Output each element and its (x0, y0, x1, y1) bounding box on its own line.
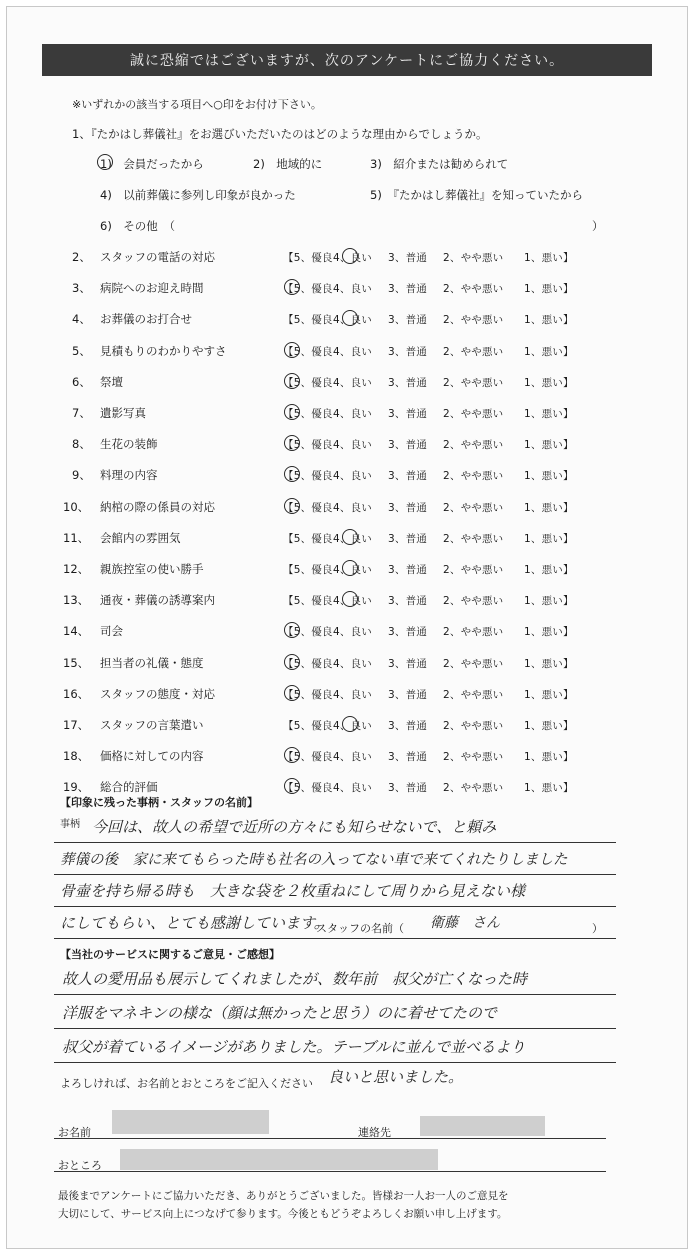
question-label: 担当者の礼儀・態度 (100, 656, 204, 670)
rating-option: 【5、優良 (283, 595, 333, 607)
rating-option: 3、普通 (388, 533, 427, 545)
answer-circle (284, 404, 300, 420)
rating-option: 3、普通 (388, 470, 427, 482)
rating-option: 【5、優良 (283, 470, 333, 482)
line (54, 874, 616, 875)
opinion-line-1: 故人の愛用品も展示してくれましたが、数年前 叔父が亡くなった時 (62, 970, 528, 988)
line (54, 842, 616, 843)
question-number: 17、 (63, 718, 90, 732)
rating-option: 【5、優良 (283, 689, 333, 701)
rating-option: 2、やや悪い (443, 346, 504, 358)
rating-option: 4、良い (333, 252, 372, 264)
rating-option: 3、普通 (388, 439, 427, 451)
rating-option: 4、良い (333, 782, 372, 794)
rating-option: 2、やや悪い (443, 564, 504, 576)
rating-option: 1、悪い】 (524, 533, 574, 545)
opinion-line-4: 良いと思いました。 (328, 1068, 464, 1086)
redacted-address (120, 1149, 438, 1170)
rating-option: 【5、優良 (283, 720, 333, 732)
rating-option: 【5、優良 (283, 377, 333, 389)
rating-option: 3、普通 (388, 346, 427, 358)
rating-option: 4、良い (333, 502, 372, 514)
rating-option: 3、普通 (388, 564, 427, 576)
rating-option: 2、やや悪い (443, 470, 504, 482)
rating-option: 1、悪い】 (524, 283, 574, 295)
opinion-line-3: 叔父が着ているイメージがありました。テーブルに並んで並べるより (62, 1038, 526, 1056)
rating-option: 4、良い (333, 626, 372, 638)
rating-option: 4、良い (333, 720, 372, 732)
rating-option: 1、悪い】 (524, 751, 574, 763)
impression-line-1: 今回は、故人の希望で近所の方々にも知らせないで、と頼み (92, 818, 497, 836)
answer-circle (284, 622, 300, 638)
rating-option: 1、悪い】 (524, 377, 574, 389)
answer-circle (342, 716, 358, 732)
rating-option: 4、良い (333, 595, 372, 607)
question-label: 価格に対しての内容 (100, 749, 204, 763)
line (54, 906, 616, 907)
rating-option: 1、悪い】 (524, 439, 574, 451)
staff-name-close: ） (592, 922, 603, 935)
rating-option: 2、やや悪い (443, 720, 504, 732)
rating-option: 2、やや悪い (443, 595, 504, 607)
question-number: 12、 (63, 562, 90, 576)
rating-option: 4、良い (333, 439, 372, 451)
rating-option: 3、普通 (388, 626, 427, 638)
question-label: 通夜・葬儀の誘導案内 (100, 593, 215, 607)
rating-option: 2、やや悪い (443, 658, 504, 670)
answer-circle (284, 279, 300, 295)
rating-option: 3、普通 (388, 720, 427, 732)
rating-option: 1、悪い】 (524, 689, 574, 701)
answer-circle (284, 685, 300, 701)
q1-option-2: 2) 地域的に (253, 157, 323, 171)
question-label: スタッフの言葉遣い (100, 718, 204, 732)
rating-option: 4、良い (333, 658, 372, 670)
answer-circle (284, 373, 300, 389)
rating-option: 4、良い (333, 283, 372, 295)
q1-option-4: 4) 以前葬儀に参列し印象が良かった (100, 188, 296, 202)
q1-option-6: 6) その他 （ (100, 219, 176, 233)
rating-option: 4、良い (333, 564, 372, 576)
question-label: 遺影写真 (100, 406, 146, 420)
question-number: 16、 (63, 687, 90, 701)
rating-option: 1、悪い】 (524, 720, 574, 732)
question-number: 19、 (63, 780, 90, 794)
line (54, 1138, 606, 1139)
rating-option: 4、良い (333, 314, 372, 326)
question-number: 7、 (72, 406, 91, 420)
question-number: 2、 (72, 250, 91, 264)
question-number: 6、 (72, 375, 91, 389)
answer-circle (342, 248, 358, 264)
rating-option: 1、悪い】 (524, 314, 574, 326)
rating-option: 3、普通 (388, 689, 427, 701)
rating-option: 2、やや悪い (443, 408, 504, 420)
question-number: 4、 (72, 312, 91, 326)
rating-option: 【5、優良 (283, 252, 333, 264)
q1-label: 1、『たかはし葬儀社』をお選びいただいたのはどのような理由からでしょうか。 (72, 127, 488, 141)
question-number: 5、 (72, 344, 91, 358)
rating-option: 3、普通 (388, 314, 427, 326)
question-label: 会館内の雰囲気 (100, 531, 181, 545)
name-label: お名前 (58, 1126, 91, 1139)
question-label: 料理の内容 (100, 468, 158, 482)
rating-option: 2、やや悪い (443, 502, 504, 514)
question-label: 生花の装飾 (100, 437, 158, 451)
rating-option: 2、やや悪い (443, 377, 504, 389)
answer-circle (342, 310, 358, 326)
rating-option: 4、良い (333, 470, 372, 482)
impression-line-3: 骨壷を持ち帰る時も 大きな袋を２枚重ねにして周りから見えない様 (60, 882, 526, 900)
opinion-title: 【当社のサービスに関するご意見・ご感想】 (60, 948, 280, 961)
question-number: 14、 (63, 624, 90, 638)
question-label: 納棺の際の係員の対応 (100, 500, 215, 514)
question-label: スタッフの態度・対応 (100, 687, 215, 701)
question-label: 司会 (100, 624, 123, 638)
staff-name-label: スタッフの名前（ (316, 922, 404, 935)
impression-title: 【印象に残った事柄・スタッフの名前】 (60, 796, 258, 809)
answer-circle (284, 654, 300, 670)
rating-option: 2、やや悪い (443, 439, 504, 451)
line (54, 994, 616, 995)
rating-option: 2、やや悪い (443, 626, 504, 638)
answer-circle (342, 529, 358, 545)
rating-option: 【5、優良 (283, 658, 333, 670)
rating-option: 【5、優良 (283, 564, 333, 576)
address-label: おところ (58, 1159, 102, 1172)
rating-option: 3、普通 (388, 782, 427, 794)
line (54, 938, 616, 939)
rating-option: 1、悪い】 (524, 502, 574, 514)
rating-option: 4、良い (333, 377, 372, 389)
impression-sub: 事柄 (60, 819, 80, 830)
rating-option: 2、やや悪い (443, 283, 504, 295)
contact-label: 連絡先 (358, 1126, 391, 1139)
rating-option: 2、やや悪い (443, 751, 504, 763)
rating-option: 【5、優良 (283, 782, 333, 794)
question-label: 祭壇 (100, 375, 123, 389)
rating-option: 3、普通 (388, 377, 427, 389)
rating-option: 2、やや悪い (443, 782, 504, 794)
rating-option: 【5、優良 (283, 626, 333, 638)
question-label: 総合的評価 (100, 780, 158, 794)
answer-circle (284, 466, 300, 482)
question-label: 病院へのお迎え時間 (100, 281, 204, 295)
question-label: スタッフの電話の対応 (100, 250, 215, 264)
answer-circle (284, 747, 300, 763)
rating-option: 2、やや悪い (443, 314, 504, 326)
answer-circle (97, 154, 113, 170)
answer-circle (284, 342, 300, 358)
answer-circle (284, 778, 300, 794)
request-text: よろしければ、お名前とおところをご記入ください (60, 1077, 313, 1090)
question-number: 9、 (72, 468, 91, 482)
rating-option: 1、悪い】 (524, 252, 574, 264)
question-number: 13、 (63, 593, 90, 607)
rating-option: 3、普通 (388, 658, 427, 670)
question-number: 3、 (72, 281, 91, 295)
redacted-contact (420, 1116, 545, 1136)
rating-option: 3、普通 (388, 252, 427, 264)
question-label: 見積もりのわかりやすさ (100, 344, 227, 358)
line (54, 1028, 616, 1029)
line (54, 1062, 616, 1063)
rating-option: 【5、優良 (283, 533, 333, 545)
rating-option: 1、悪い】 (524, 470, 574, 482)
rating-option: 【5、優良 (283, 439, 333, 451)
question-label: 親族控室の使い勝手 (100, 562, 204, 576)
rating-option: 【5、優良 (283, 408, 333, 420)
question-number: 8、 (72, 437, 91, 451)
answer-circle (342, 591, 358, 607)
rating-option: 【5、優良 (283, 502, 333, 514)
q1-option-6-close: ） (592, 219, 604, 233)
impression-line-2: 葬儀の後 家に来てもらった時も社名の入ってない車で来てくれたりしました (60, 852, 568, 868)
answer-circle (284, 498, 300, 514)
question-number: 15、 (63, 656, 90, 670)
rating-option: 4、良い (333, 408, 372, 420)
question-number: 11、 (63, 531, 90, 545)
question-number: 18、 (63, 749, 90, 763)
rating-option: 1、悪い】 (524, 408, 574, 420)
rating-option: 3、普通 (388, 595, 427, 607)
question-label: お葬儀のお打合せ (100, 312, 192, 326)
q1-option-3: 3) 紹介または勧められて (370, 157, 509, 171)
rating-option: 【5、優良 (283, 346, 333, 358)
redacted-name (112, 1110, 269, 1134)
line (54, 1171, 606, 1172)
footer-line-1: 最後までアンケートにご協力いただき、ありがとうございました。皆様お一人お一人のご意見を (58, 1190, 509, 1202)
opinion-line-2: 洋服をマネキンの様な（顔は無かったと思う）のに着せてたので (62, 1004, 497, 1022)
rating-option: 4、良い (333, 346, 372, 358)
instruction-note: ※いずれかの該当する項目へ○印をお付け下さい。 (72, 98, 322, 111)
rating-option: 3、普通 (388, 283, 427, 295)
rating-option: 1、悪い】 (524, 782, 574, 794)
rating-option: 1、悪い】 (524, 595, 574, 607)
rating-option: 1、悪い】 (524, 626, 574, 638)
rating-option: 1、悪い】 (524, 346, 574, 358)
rating-option: 3、普通 (388, 502, 427, 514)
impression-line-4: にしてもらい、とても感謝しています。 (60, 914, 329, 932)
rating-option: 2、やや悪い (443, 252, 504, 264)
rating-option: 2、やや悪い (443, 689, 504, 701)
q1-option-5: 5) 『たかはし葬儀社』を知っていたから (370, 188, 584, 202)
q1-option-1: 1) 会員だったから (100, 157, 204, 171)
survey-header: 誠に恐縮ではございますが、次のアンケートにご協力ください。 (42, 44, 652, 76)
rating-option: 1、悪い】 (524, 658, 574, 670)
rating-option: 3、普通 (388, 408, 427, 420)
rating-option: 2、やや悪い (443, 533, 504, 545)
rating-option: 【5、優良 (283, 751, 333, 763)
staff-name-value: 衛藤 さん (430, 915, 500, 931)
rating-option: 【5、優良 (283, 314, 333, 326)
rating-option: 3、普通 (388, 751, 427, 763)
rating-option: 4、良い (333, 533, 372, 545)
rating-option: 4、良い (333, 689, 372, 701)
rating-option: 【5、優良 (283, 283, 333, 295)
answer-circle (284, 435, 300, 451)
footer-line-2: 大切にして、サービス向上につなげて参ります。今後ともどうぞよろしくお願い申し上げます。 (58, 1208, 508, 1220)
answer-circle (342, 560, 358, 576)
rating-option: 4、良い (333, 751, 372, 763)
question-number: 10、 (63, 500, 90, 514)
rating-option: 1、悪い】 (524, 564, 574, 576)
